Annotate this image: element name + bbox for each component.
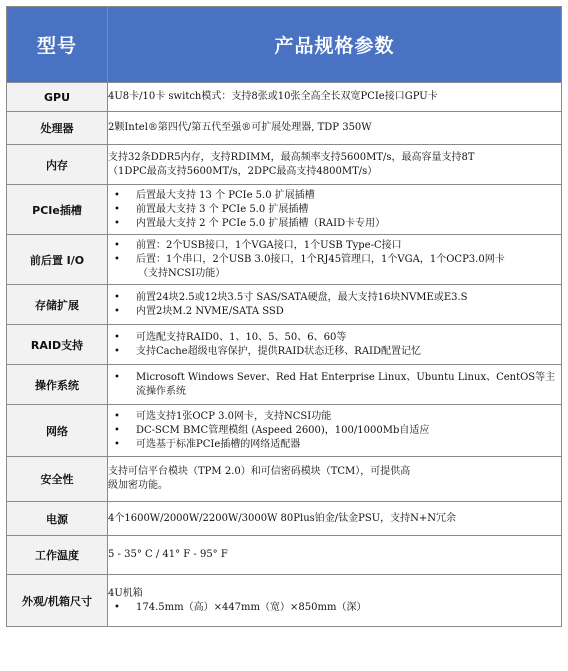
bullet-item: • 174.5mm（高）×447mm（宽）×850mm（深）	[126, 601, 561, 615]
row-value	[108, 575, 562, 627]
row-value	[108, 145, 562, 185]
value-line: 级加密功能。	[108, 480, 168, 491]
bullet-item: • 后置：1个串口，2个USB 3.0接口，1个RJ45管理口，1个VGA，1个OCP3.0网卡	[126, 253, 561, 267]
row-security	[7, 457, 562, 502]
value-line: 4U机箱	[108, 587, 143, 599]
bullet-continuation: （支持NCSI功能）	[138, 267, 226, 279]
row-value	[108, 285, 562, 325]
bullet-item: • 可选支持1张OCP 3.0网卡，支持NCSI功能	[126, 410, 561, 424]
header-model: 型号	[7, 7, 108, 83]
row-value	[108, 185, 562, 235]
row-os	[7, 365, 562, 405]
row-value: 2颗Intel®第四代/第五代至强®可扩展处理器, TDP 350W	[108, 112, 562, 145]
row-pcie	[7, 185, 562, 235]
row-network	[7, 405, 562, 457]
bullet-item: • DC-SCM BMC管理模组 (Aspeed 2600)，100/1000Mb自适应	[126, 424, 561, 438]
row-label: 外观/机箱尺寸	[7, 575, 108, 627]
bullet-item: • 内置最大支持 2 个 PCIe 5.0 扩展插槽（RAID卡专用）	[126, 217, 561, 231]
value-line: 支持32条DDR5内存，支持RDIMM，最高频率支持5600MT/s，最高容量支持8T	[108, 151, 475, 163]
row-label: RAID支持	[7, 325, 108, 365]
row-label: 内存	[7, 145, 108, 185]
row-temperature	[7, 536, 562, 575]
bullet-item: • 支持Cache超级电容保护，提供RAID状态迁移、RAID配置记忆	[126, 345, 561, 359]
row-value: 4U8卡/10卡 switch模式：支持8张或10张全高全长双宽PCIe接口GPU卡	[108, 83, 562, 112]
row-label: 处理器	[7, 112, 108, 145]
bullet-item: • 可选基于标准PCIe插槽的网络适配器	[126, 438, 561, 452]
spec-table	[6, 6, 562, 627]
row-power	[7, 502, 562, 536]
row-value	[108, 365, 562, 405]
row-label: GPU	[7, 83, 108, 112]
spec-table-container	[6, 6, 562, 627]
row-label: 网络	[7, 405, 108, 457]
bullet-item: • 内置2块M.2 NVME/SATA SSD	[126, 305, 561, 319]
bullet-item: • Microsoft Windows Sever、Red Hat Enterprise Linux、Ubuntu Linux、CentOS等主流操作系统	[126, 371, 561, 399]
header-row	[7, 7, 562, 83]
row-gpu	[7, 83, 562, 112]
bullet-item: • 前置：2个USB接口，1个VGA接口，1个USB Type-C接口	[126, 239, 561, 253]
row-label: 前后置 I/O	[7, 235, 108, 285]
row-value	[108, 235, 562, 285]
row-cpu	[7, 112, 562, 145]
header-spec: 产品规格参数	[108, 7, 562, 83]
row-storage	[7, 285, 562, 325]
row-label: PCIe插槽	[7, 185, 108, 235]
bullet-item: • 后置最大支持 13 个 PCIe 5.0 扩展插槽	[126, 189, 561, 203]
row-memory	[7, 145, 562, 185]
row-label: 操作系统	[7, 365, 108, 405]
row-label: 电源	[7, 502, 108, 536]
row-label: 存储扩展	[7, 285, 108, 325]
row-value	[108, 457, 562, 502]
bullet-item: • 可选配支持RAID0、1、10、5、50、6、60等	[126, 331, 561, 345]
bullet-item: • 前置24块2.5或12块3.5寸 SAS/SATA硬盘，最大支持16块NVME或E3.S	[126, 291, 561, 305]
row-raid	[7, 325, 562, 365]
row-value	[108, 405, 562, 457]
row-label: 工作温度	[7, 536, 108, 575]
value-line: （1DPC最高支持5600MT/s，2DPC最高支持4800MT/s）	[108, 165, 378, 177]
value-line: 支持可信平台模块（TPM 2.0）和可信密码模块（TCM），可提供高	[108, 466, 411, 477]
row-value: 4个1600W/2000W/2200W/3000W 80Plus铂金/钛金PSU，支持N+N冗余	[108, 502, 562, 536]
row-io	[7, 235, 562, 285]
row-value: 5 - 35° C / 41° F - 95° F	[108, 536, 562, 575]
row-chassis	[7, 575, 562, 627]
bullet-item: • 前置最大支持 3 个 PCIe 5.0 扩展插槽	[126, 203, 561, 217]
row-value	[108, 325, 562, 365]
row-label: 安全性	[7, 457, 108, 502]
